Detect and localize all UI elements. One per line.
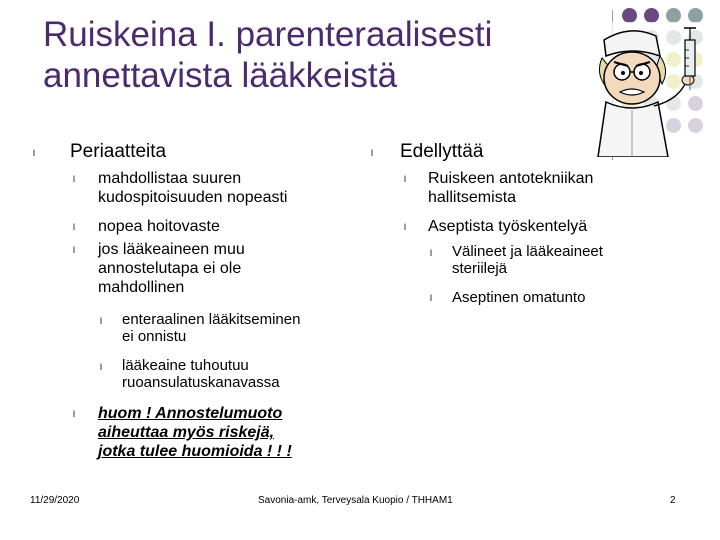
bullet-marker: l bbox=[73, 174, 75, 184]
left-subitem-2: lääkeaine tuhoutuu ruoansulatuskanavassa bbox=[122, 357, 280, 391]
bullet-marker: l bbox=[430, 248, 432, 258]
nurse-with-syringe-icon bbox=[582, 22, 714, 157]
bullet-marker: l bbox=[73, 245, 75, 255]
right-subitem-2: Aseptinen omatunto bbox=[452, 289, 586, 306]
decor-dot bbox=[688, 8, 703, 23]
slide-title-line-2: annettavista lääkkeistä bbox=[43, 56, 398, 95]
slide-title-line-1: Ruiskeina I. parenteraalisesti bbox=[43, 15, 493, 54]
right-item-1: Ruiskeen antotekniikan hallitsemista bbox=[428, 170, 594, 206]
bullet-marker: l bbox=[33, 148, 35, 158]
left-item-2: nopea hoitovaste bbox=[98, 218, 220, 235]
decor-dot bbox=[644, 8, 659, 23]
footer-page-number: 2 bbox=[670, 495, 676, 506]
left-subitem-1: enteraalinen lääkitseminen ei onnistu bbox=[122, 311, 301, 345]
bullet-marker: l bbox=[73, 222, 75, 232]
bullet-marker: l bbox=[404, 174, 406, 184]
bullet-marker: l bbox=[371, 148, 373, 158]
right-heading: Edellyttää bbox=[400, 141, 484, 162]
slide-title bbox=[43, 14, 603, 96]
left-item-1: mahdollistaa suuren kudospitoisuuden nopeasti bbox=[98, 170, 288, 206]
decor-dot bbox=[666, 8, 681, 23]
footer-date: 11/29/2020 bbox=[30, 495, 80, 506]
bullet-marker: l bbox=[73, 409, 75, 419]
right-item-2: Aseptista työskentelyä bbox=[428, 218, 588, 235]
left-heading: Periaatteita bbox=[70, 141, 167, 162]
footer-center-text: Savonia-amk, Terveysala Kuopio / THHAM1 bbox=[258, 495, 453, 506]
right-subitem-1: Välineet ja lääkeaineet steriilejä bbox=[452, 243, 603, 277]
warning-note: huom ! Annostelumuoto aiheuttaa myös riskejä, jotka tulee huomioida ! ! ! bbox=[98, 405, 292, 460]
bullet-marker: l bbox=[100, 316, 102, 326]
bullet-marker: l bbox=[430, 293, 432, 303]
bullet-marker: l bbox=[404, 222, 406, 232]
bullet-marker: l bbox=[100, 362, 102, 372]
decor-dot bbox=[622, 8, 637, 23]
left-item-3: jos lääkeaineen muu annostelutapa ei ole mahdollinen bbox=[98, 241, 245, 296]
